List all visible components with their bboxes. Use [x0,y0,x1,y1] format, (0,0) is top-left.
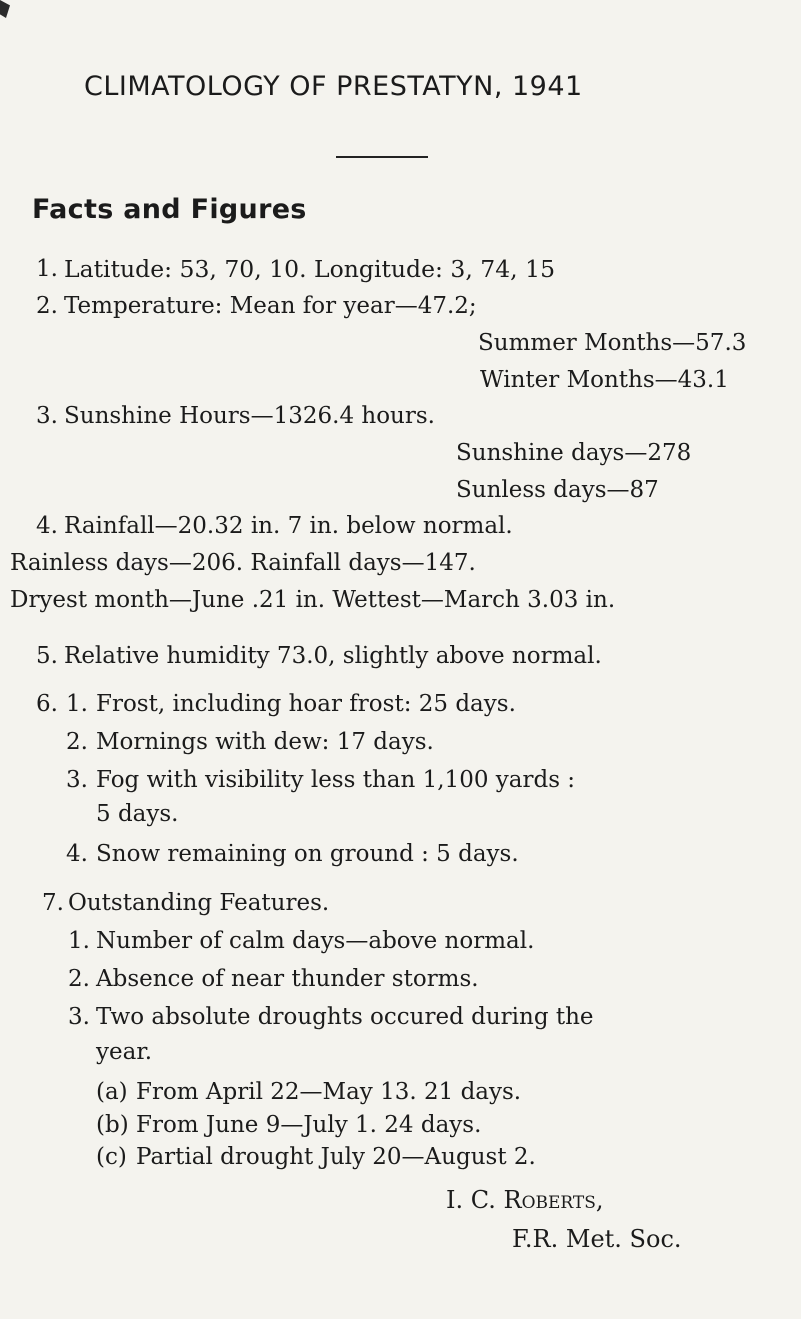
subitem-number: 2. [66,729,88,755]
section-heading: Facts and Figures [32,194,307,225]
item-number-4: 4. [36,513,58,539]
drought-b-line: From June 9—July 1. 24 days. [136,1112,482,1138]
thunderstorms-line: Absence of near thunder storms. [96,966,479,992]
scan-corner-mark [0,0,10,18]
item-number-7: 7. [42,890,64,916]
item-number-3: 3. [36,403,58,429]
subitem-number: 4. [66,841,88,867]
subitem-number: 3. [68,1004,90,1030]
fog-days-line: 5 days. [96,801,179,827]
item-number-1: 1. [36,256,58,282]
item-number-6: 6. [36,691,58,717]
author-credentials: F.R. Met. Soc. [512,1225,682,1253]
calm-days-line: Number of calm days—above normal. [96,928,535,954]
snow-days-line: Snow remaining on ground : 5 days. [96,841,519,867]
sunshine-hours-line: Sunshine Hours—1326.4 hours. [64,403,435,429]
frost-days-line: Frost, including hoar frost: 25 days. [96,691,516,717]
subitem-letter: (b) [96,1112,129,1138]
dew-mornings-line: Mornings with dew: 17 days. [96,729,434,755]
drought-a-line: From April 22—May 13. 21 days. [136,1079,522,1105]
title-divider [336,156,428,158]
dryest-wettest-line: Dryest month—June .21 in. Wettest—March 3.03 in. [10,587,616,613]
subitem-number: 1. [68,928,90,954]
subitem-letter: (c) [96,1144,127,1170]
drought-c-line: Partial drought July 20—August 2. [136,1144,536,1170]
item-number-5: 5. [36,643,58,669]
temperature-mean-line: Temperature: Mean for year—47.2; [64,293,477,319]
author-name: I. C. Roberts, [446,1186,604,1214]
subitem-number: 3. [66,767,88,793]
temperature-summer-line: Summer Months—57.3 [478,330,747,356]
temperature-winter-line: Winter Months—43.1 [480,367,729,393]
outstanding-features-heading: Outstanding Features. [68,890,330,916]
droughts-line-cont: year. [96,1039,153,1065]
relative-humidity-line: Relative humidity 73.0, slightly above normal. [64,643,602,669]
fog-line: Fog with visibility less than 1,100 yards : [96,767,576,793]
subitem-number: 2. [68,966,90,992]
item-number-2: 2. [36,293,58,319]
sunshine-days-line: Sunshine days—278 [456,440,692,466]
rainless-days-line: Rainless days—206. Rainfall days—147. [10,550,476,576]
rainfall-line: Rainfall—20.32 in. 7 in. below normal. [64,513,513,539]
page-title: CLIMATOLOGY OF PRESTATYN, 1941 [84,71,583,102]
subitem-letter: (a) [96,1079,128,1105]
subitem-number: 1. [66,691,88,717]
sunless-days-line: Sunless days—87 [456,477,659,503]
latitude-longitude-line: Latitude: 53, 70, 10. Longitude: 3, 74, 15 [64,255,556,283]
droughts-line: Two absolute droughts occured during the [96,1004,594,1030]
